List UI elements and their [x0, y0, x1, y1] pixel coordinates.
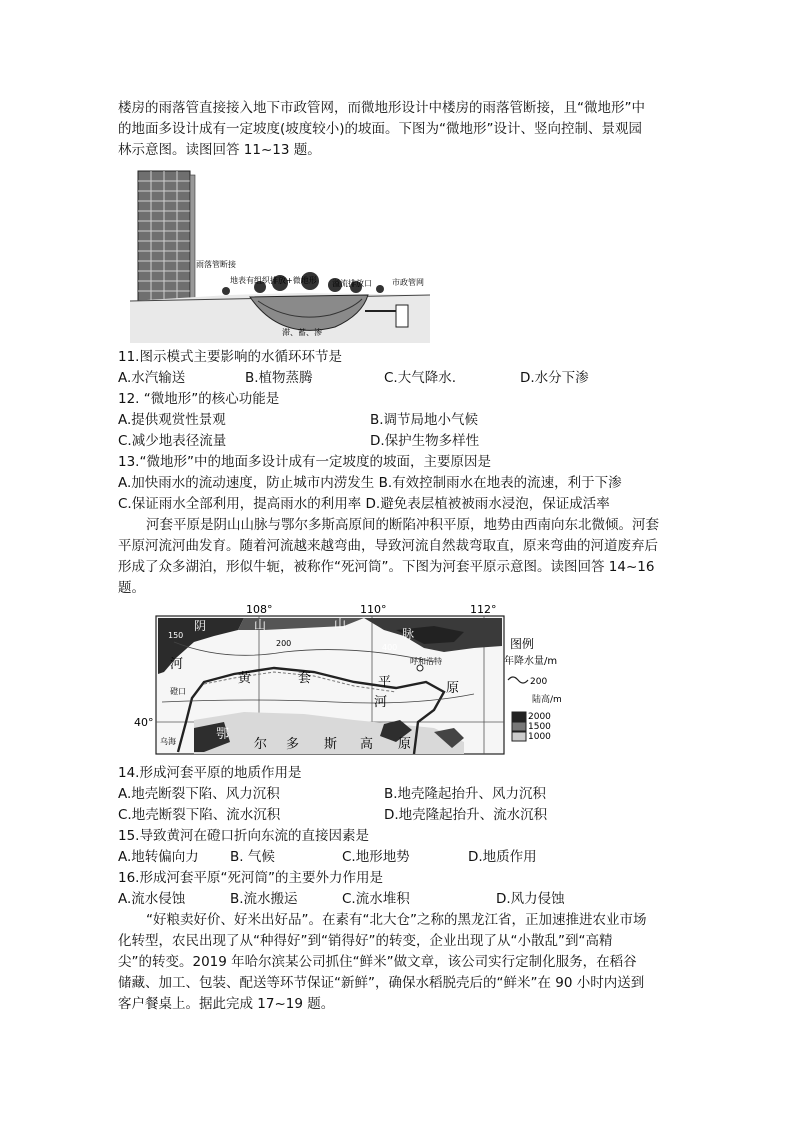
q15-option-c[interactable]: C.地形地势: [342, 849, 410, 865]
label-er: 尔: [254, 737, 268, 752]
q15-option-b[interactable]: B. 气候: [230, 849, 275, 865]
q16-option-c[interactable]: C.流水堆积: [342, 891, 410, 907]
intro2-line-1: 河套平原是阴山山脉与鄂尔多斯高原间的断陷冲积平原，地势由西南向东北微倾。河套: [146, 517, 659, 533]
label-mai: 脉: [402, 627, 415, 641]
lon-108: 108°: [246, 603, 273, 616]
intro3-line-5: 客户餐桌上。据此完成 17~19 题。: [118, 996, 335, 1012]
legend-1500: 1500: [528, 722, 551, 732]
q14-option-d[interactable]: D.地壳隆起抬升、流水沉积: [384, 807, 548, 823]
label-si: 斯: [324, 737, 338, 752]
intro3-line-3: 尖”的转变。2019 年哈尔滨某公司抓住“鲜米”做文章，该公司实行定制化服务，在稻谷: [118, 954, 637, 970]
q14-option-c[interactable]: C.地壳断裂下陷、流水沉积: [118, 807, 281, 823]
intro3-line-1: “好粮卖好价、好米出好品”。在素有“北大仓”之称的黑龙江省，正加速推进农业市场: [146, 912, 647, 928]
q11-option-b[interactable]: B.植物蒸腾: [245, 370, 313, 386]
label-huang: 黄: [238, 671, 252, 686]
q16-option-b[interactable]: B.流水搬运: [230, 891, 298, 907]
intro1-line-3: 林示意图。读图回答 11~13 题。: [118, 142, 321, 158]
legend-precip: 年降水量/m: [504, 656, 558, 667]
label-yuan: 原: [446, 681, 460, 696]
lon-112: 112°: [470, 603, 497, 616]
intro1-line-1: 楼房的雨落管直接接入地下市政管网，而微地形设计中楼房的雨落管断接，且“微地形”中: [118, 100, 645, 116]
label-ping: 平: [378, 675, 392, 690]
q12-option-b[interactable]: B.调节局地小气候: [370, 412, 479, 428]
q12-option-c[interactable]: C.减少地表径流量: [118, 433, 227, 449]
label-bottom: 滞、蓄、渗: [282, 328, 322, 337]
label-network: 市政管网: [392, 278, 424, 287]
q11-option-a[interactable]: A.水汽输送: [118, 370, 186, 386]
iso-200: 200: [276, 639, 292, 648]
q16-stem: 16.形成河套平原“死河筒”的主要外力作用是: [118, 870, 383, 886]
label-shan: 山: [254, 618, 267, 632]
q14-option-b[interactable]: B.地壳隆起抬升、风力沉积: [384, 786, 547, 802]
lon-110: 110°: [360, 603, 387, 616]
label-yin: 阴: [194, 619, 207, 633]
q15-option-d[interactable]: D.地质作用: [468, 849, 537, 865]
label-hohhot: 呼和浩特: [410, 657, 442, 666]
intro3-line-4: 储藏、加工、包装、配送等环节保证“新鲜”，确保水稻脱壳后的“鲜米”在 90 小时内送到: [118, 975, 645, 991]
legend-elev: 陆高/m: [532, 695, 562, 705]
micro-terrain-diagram: [130, 165, 440, 343]
label-shan2: 山: [334, 617, 347, 631]
label-dengkou: 磴口: [170, 687, 186, 696]
iso-400: 400: [382, 643, 398, 652]
q12-option-a[interactable]: A.提供观赏性景观: [118, 412, 226, 428]
label-e: 鄂: [216, 727, 230, 742]
q12-option-d[interactable]: D.保护生物多样性: [370, 433, 480, 449]
q13-stem: 13.“微地形”中的地面多设计成有一定坡度的坡面，主要原因是: [118, 454, 491, 470]
iso-150: 150: [168, 631, 184, 640]
q11-option-d[interactable]: D.水分下渗: [520, 370, 589, 386]
hetao-map: [134, 602, 580, 760]
hetao-map-figure: [134, 602, 580, 760]
q15-stem: 15.导致黄河在磴口折向东流的直接因素是: [118, 828, 369, 844]
label-overflow: 溢流排放口: [332, 279, 372, 288]
intro2-line-4: 题。: [118, 580, 145, 596]
q14-option-a[interactable]: A.地壳断裂下陷、风力沉积: [118, 786, 280, 802]
legend-title: 图例: [510, 637, 535, 651]
q15-option-a[interactable]: A.地转偏向力: [118, 849, 199, 865]
micro-terrain-figure: [130, 165, 440, 343]
lat-40: 40°: [134, 716, 154, 729]
intro1-line-2: 的地面多设计成有一定坡度(坡度较小)的坡面。下图为“微地形”设计、竖向控制、景观园: [118, 121, 643, 137]
q11-option-c[interactable]: C.大气降水.: [384, 370, 457, 386]
intro2-line-2: 平原河流河曲发育。随着河流越来越弯曲，导致河流自然裁弯取直，原来弯曲的河道废弃后: [118, 538, 658, 554]
label-surface: 地表有组织排放+微地形: [230, 276, 317, 285]
label-tao: 套: [298, 671, 312, 686]
q16-option-d[interactable]: D.风力侵蚀: [496, 891, 565, 907]
q16-option-a[interactable]: A.流水侵蚀: [118, 891, 186, 907]
q14-stem: 14.形成河套平原的地质作用是: [118, 765, 302, 781]
label-downpipe: 雨落管断接: [196, 260, 236, 269]
legend-1000: 1000: [528, 732, 551, 742]
intro2-line-3: 形成了众多湖泊，形似牛轭，被称作“死河筒”。下图为河套平原示意图。读图回答 14~16: [118, 559, 655, 575]
label-gao: 高: [360, 737, 374, 752]
legend-200: 200: [530, 677, 548, 687]
label-wuhai: 乌海: [160, 737, 176, 746]
q13-options-cd[interactable]: C.保证雨水全部利用，提高雨水的利用率 D.避免表层植被被雨水浸泡，保证成活率: [118, 496, 610, 512]
q12-stem: 12. “微地形”的核心功能是: [118, 391, 280, 407]
label-he-left: 河: [170, 657, 184, 672]
intro3-line-2: 化转型，农民出现了从“种得好”到“销得好”的转变，企业出现了从“小散乱”到“高精: [118, 933, 613, 949]
label-he-right: 河: [374, 695, 388, 710]
q13-options-ab[interactable]: A.加快雨水的流动速度，防止城市内涝发生 B.有效控制雨水在地表的流速，利于下渗: [118, 475, 622, 491]
label-duo: 多: [286, 737, 300, 752]
legend-2000: 2000: [528, 712, 551, 722]
label-yuan2: 原: [398, 737, 412, 752]
q11-stem: 11.图示模式主要影响的水循环环节是: [118, 349, 342, 365]
